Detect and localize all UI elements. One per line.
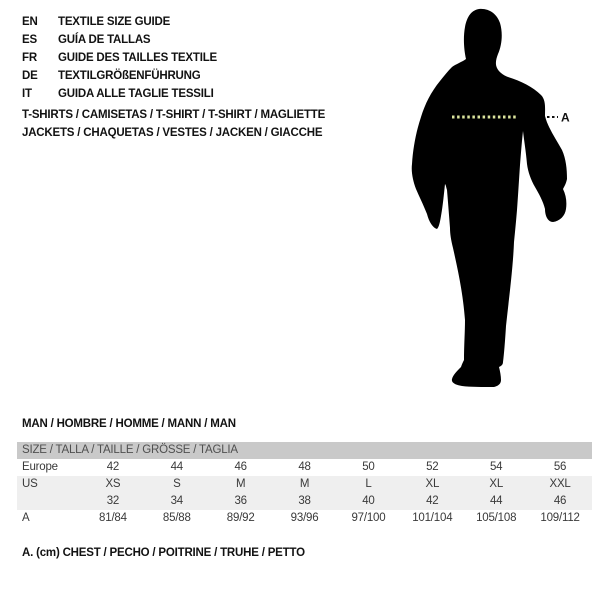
section-title-man: MAN / HOMBRE / HOMME / MANN / MAN — [22, 418, 236, 430]
size-table — [17, 442, 592, 527]
man-silhouette-figure — [390, 0, 600, 410]
size-cell: 44 — [489, 495, 503, 507]
size-cell: 38 — [298, 495, 311, 507]
size-table-body — [17, 459, 592, 527]
size-cell: 44 — [170, 461, 184, 473]
language-label: TEXTILGRÖßENFÜHRUNG — [58, 70, 201, 82]
garment-categories — [22, 106, 325, 142]
size-cell: M — [299, 478, 310, 490]
size-table-row — [17, 493, 592, 510]
language-row-it — [22, 85, 217, 103]
size-cell: 101/104 — [412, 512, 453, 524]
size-cell: 81/84 — [99, 512, 127, 524]
size-row-label: Europe — [22, 461, 58, 473]
man-silhouette — [412, 9, 567, 387]
size-cell: XS — [105, 478, 121, 490]
size-cell: S — [173, 478, 181, 490]
language-list — [22, 13, 217, 103]
language-code: ES — [22, 34, 37, 46]
language-row-en — [22, 13, 217, 31]
size-cell: 34 — [170, 495, 184, 507]
language-label: TEXTILE SIZE GUIDE — [58, 16, 171, 28]
size-cell: 40 — [362, 495, 375, 507]
size-cell: 42 — [426, 495, 439, 507]
size-cell: 50 — [362, 461, 375, 473]
language-label: GUIDA ALLE TAGLIE TESSILI — [58, 88, 214, 100]
size-cell: 93/96 — [290, 512, 319, 524]
size-table-row — [17, 459, 592, 476]
size-cell: XL — [425, 478, 440, 490]
size-cell: M — [235, 478, 246, 490]
language-row-de — [22, 67, 217, 85]
category-line-tshirts: T-SHIRTS / CAMISETAS / T-SHIRT / T-SHIRT / MAGLIETTE — [22, 109, 326, 121]
size-table-header: SIZE / TALLA / TAILLE / GRÖSSE / TAGLIA — [17, 442, 592, 459]
measurement-footnote: A. (cm) CHEST / PECHO / POITRINE / TRUHE / PETTO — [22, 547, 305, 559]
size-cell: 85/88 — [162, 512, 191, 524]
category-line-jackets: JACKETS / CHAQUETAS / VESTES / JACKEN / GIACCHE — [22, 127, 323, 139]
man-silhouette-svg — [390, 0, 600, 410]
size-cell: L — [365, 478, 372, 490]
size-cell: 32 — [106, 495, 120, 507]
size-cell: 56 — [553, 461, 567, 473]
language-row-es — [22, 31, 217, 49]
size-cell: 109/112 — [540, 512, 580, 524]
language-label: GUÍA DE TALLAS — [58, 34, 151, 46]
size-table-row — [17, 476, 592, 493]
size-row-label: A — [22, 512, 30, 524]
size-cell: 36 — [234, 495, 247, 507]
size-cell: 54 — [489, 461, 503, 473]
language-code: EN — [22, 16, 38, 28]
size-cell: XXL — [549, 478, 571, 490]
size-cell: 46 — [553, 495, 567, 507]
measure-label-a: A — [561, 110, 570, 125]
language-code: FR — [22, 52, 37, 64]
size-cell: 52 — [426, 461, 439, 473]
size-cell: 46 — [234, 461, 247, 473]
language-row-fr — [22, 49, 217, 67]
size-row-label — [17, 493, 81, 510]
size-cell: 89/92 — [226, 512, 255, 524]
language-code: DE — [22, 70, 38, 82]
size-row-label: US — [22, 478, 38, 490]
size-cell: 48 — [298, 461, 311, 473]
size-cell: 105/108 — [476, 512, 517, 524]
size-table-row — [17, 510, 592, 527]
size-cell: XL — [489, 478, 504, 490]
size-cell: 97/100 — [351, 512, 386, 524]
language-label: GUIDE DES TAILLES TEXTILE — [58, 52, 217, 64]
language-code: IT — [22, 88, 32, 100]
size-cell: 42 — [106, 461, 120, 473]
